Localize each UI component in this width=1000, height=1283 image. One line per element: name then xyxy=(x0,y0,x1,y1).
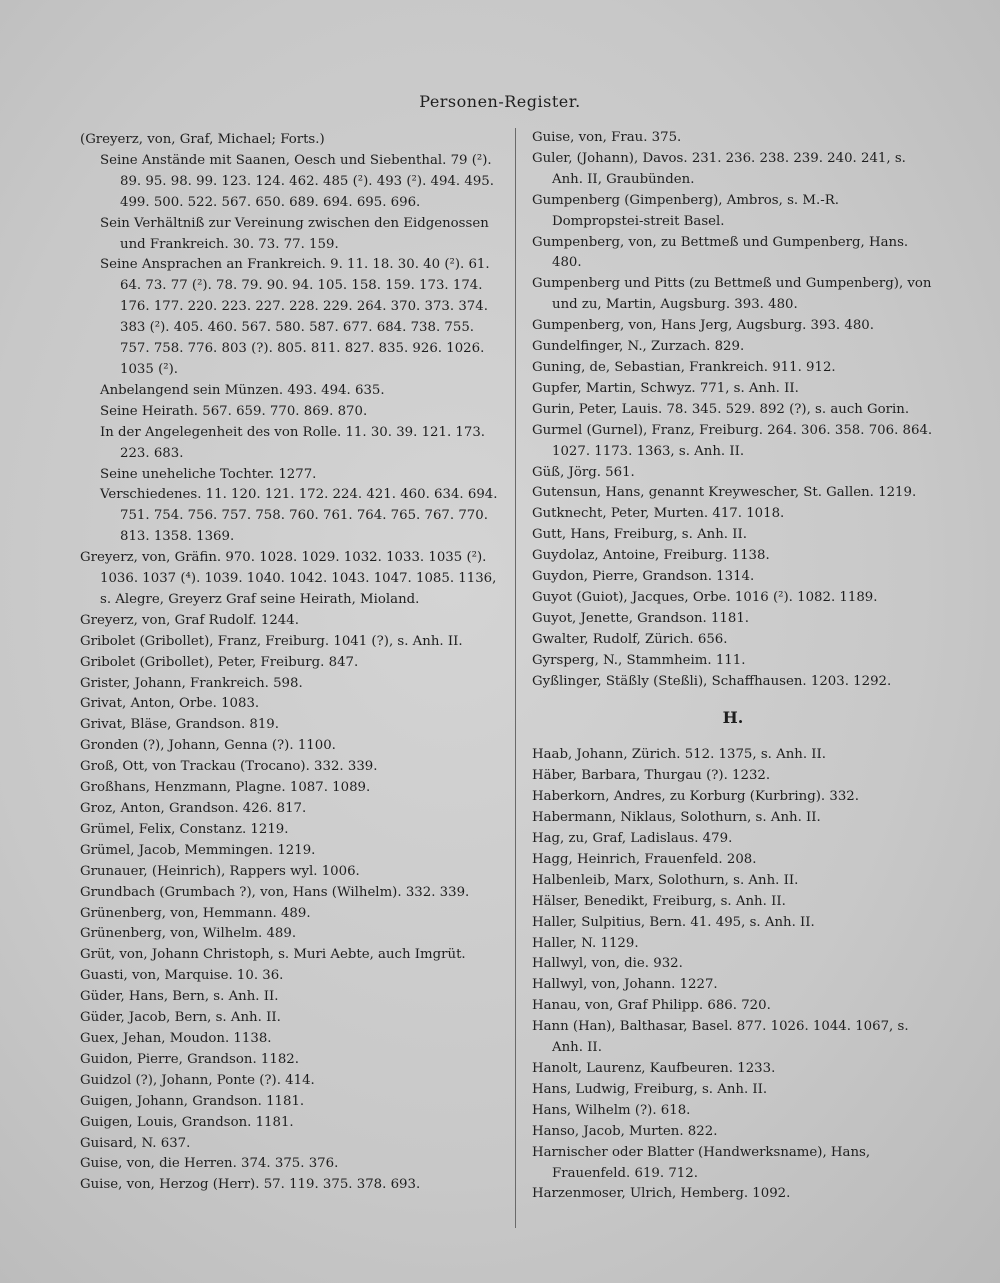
register-subentry: Verschiedenes. 11. 120. 121. 172. 224. 421. 460. 634. 694. 751. 754. 756. 757. 758. 760. 761. 764. 765. 767. 770. 813. 1358. 1369. xyxy=(100,487,498,545)
register-entry: Grümel, Jacob, Memmingen. 1219. xyxy=(80,842,316,858)
register-entry: Gumpenberg und Pitts (zu Bettmeß und Gumpenberg), von und zu, Martin, Augsburg. 393. 480. xyxy=(532,276,932,313)
section-letter: H. xyxy=(722,708,744,728)
register-entry: Gronden (?), Johann, Genna (?). 1100. xyxy=(80,738,336,754)
register-entry: Güder, Jacob, Bern, s. Anh. II. xyxy=(80,1010,281,1026)
right-column xyxy=(532,128,934,1205)
register-entry: Guyot (Guiot), Jacques, Orbe. 1016 (²). 1082. 1189. xyxy=(532,589,878,605)
register-entry: Güder, Hans, Bern, s. Anh. II. xyxy=(80,989,279,1005)
register-entry: Hans, Ludwig, Freiburg, s. Anh. II. xyxy=(532,1081,768,1097)
register-entry: Grunauer, (Heinrich), Rappers wyl. 1006. xyxy=(80,863,360,879)
register-entry: Gwalter, Rudolf, Zürich. 656. xyxy=(532,631,728,647)
register-entry: Gupfer, Martin, Schwyz. 771, s. Anh. II. xyxy=(532,380,799,396)
register-entry: Gurmel (Gurnel), Franz, Freiburg. 264. 306. 358. 706. 864. 1027. 1173. 1363, s. Anh. II. xyxy=(532,422,933,459)
register-subentry: Seine Ansprachen an Frankreich. 9. 11. 18. 30. 40 (²). 61. 64. 73. 77 (²). 78. 79. 90. 94. 105. 158. 159. 173. 174. 176. 177. 220. 223. 227. 228. 229. 264. 370. 373. 374. 383 (²). 405. 460. 567. 580. 587. 677. 684. 738. 755. 757. 758. 776. 803 (?). 805. 811. 827. 835. 926. 1026. 1035 (²). xyxy=(100,257,490,377)
register-entry: Hallwyl, von, Johann. 1227. xyxy=(532,977,718,993)
register-entry: Guigen, Louis, Grandson. 1181. xyxy=(80,1114,294,1130)
register-subentry: Seine Anstände mit Saanen, Oesch und Siebenthal. 79 (²). 89. 95. 98. 99. 123. 124. 462. 485 (²). 493 (²). 494. 495. 499. 500. 522. 567. 650. 689. 694. 695. 696. xyxy=(100,152,494,210)
register-entry: Guning, de, Sebastian, Frankreich. 911. 912. xyxy=(532,359,836,375)
register-entry: Habermann, Niklaus, Solothurn, s. Anh. II. xyxy=(532,810,821,826)
register-subentry: Seine uneheliche Tochter. 1277. xyxy=(100,466,317,482)
register-entry: Gutknecht, Peter, Murten. 417. 1018. xyxy=(532,506,785,522)
register-entry: Haller, N. 1129. xyxy=(532,935,639,951)
register-entry: Harzenmoser, Ulrich, Hemberg. 1092. xyxy=(532,1186,791,1202)
register-entry: Guydolaz, Antoine, Freiburg. 1138. xyxy=(532,548,770,564)
register-entry: Gumpenberg (Gimpenberg), Ambros, s. M.-R. Dompropstei-streit Basel. xyxy=(532,192,839,229)
register-entry: Hann (Han), Balthasar, Basel. 877. 1026. 1044. 1067, s. Anh. II. xyxy=(532,1019,909,1056)
register-entry: Güß, Jörg. 561. xyxy=(532,464,635,480)
register-entry: Gumpenberg, von, zu Bettmeß und Gumpenberg, Hans. 480. xyxy=(532,234,909,271)
register-entry: Gribolet (Gribollet), Franz, Freiburg. 1041 (?), s. Anh. II. xyxy=(80,633,463,649)
register-entry: Guise, von, Herzog (Herr). 57. 119. 375. 378. 693. xyxy=(80,1177,421,1193)
register-entry: Gumpenberg, von, Hans Jerg, Augsburg. 393. 480. xyxy=(532,318,874,334)
register-subentry: Anbelangend sein Münzen. 493. 494. 635. xyxy=(100,382,385,398)
register-entry: Guydon, Pierre, Grandson. 1314. xyxy=(532,569,755,585)
register-entry: Hans, Wilhelm (?). 618. xyxy=(532,1102,691,1118)
register-entry: Hanolt, Laurenz, Kaufbeuren. 1233. xyxy=(532,1060,776,1076)
register-entry: Gyrsperg, N., Stammheim. 111. xyxy=(532,652,746,668)
register-entry: Gutt, Hans, Freiburg, s. Anh. II. xyxy=(532,527,747,543)
register-entry: Haller, Sulpitius, Bern. 41. 495, s. Anh. II. xyxy=(532,914,815,930)
register-entry: Grümel, Felix, Constanz. 1219. xyxy=(80,821,289,837)
page-header: Personen-Register. xyxy=(419,92,581,111)
register-entry: Häber, Barbara, Thurgau (?). 1232. xyxy=(532,768,771,784)
register-subentry: Sein Verhältniß zur Vereinung zwischen den Eidgenossen und Frankreich. 30. 73. 77. 159. xyxy=(100,215,489,252)
register-entry: Gutensun, Hans, genannt Kreywescher, St. Gallen. 1219. xyxy=(532,485,917,501)
register-entry: Grünenberg, von, Hemmann. 489. xyxy=(80,905,311,921)
register-entry: Guise, von, Frau. 375. xyxy=(532,130,682,145)
register-entry: Großhans, Henzmann, Plagne. 1087. 1089. xyxy=(80,780,371,796)
register-entry: Hanso, Jacob, Murten. 822. xyxy=(532,1123,718,1139)
register-entry: Groz, Anton, Grandson. 426. 817. xyxy=(80,801,307,816)
register-entry: Gurin, Peter, Lauis. 78. 345. 529. 892 (?), s. auch Gorin. xyxy=(532,401,910,417)
register-entry: Groß, Ott, von Trackau (Trocano). 332. 339. xyxy=(80,759,378,775)
register-entry: Hälser, Benedikt, Freiburg, s. Anh. II. xyxy=(532,893,786,909)
register-subentry: Seine Heirath. 567. 659. 770. 869. 870. xyxy=(100,403,368,419)
register-entry: Guigen, Johann, Grandson. 1181. xyxy=(80,1093,305,1109)
register-entry: Grüt, von, Johann Christoph, s. Muri Aebte, auch Imgrüt. xyxy=(80,947,466,963)
register-entry: Hanau, von, Graf Philipp. 686. 720. xyxy=(532,998,771,1014)
register-entry: Gyßlinger, Stäßly (Steßli), Schaffhausen. 1203. 1292. xyxy=(532,673,892,689)
register-entry: Gribolet (Gribollet), Peter, Freiburg. 847. xyxy=(80,654,359,670)
register-entry: Haberkorn, Andres, zu Korburg (Kurbring). 332. xyxy=(532,789,859,805)
register-entry: Guler, (Johann), Davos. 231. 236. 238. 239. 240. 241, s. Anh. II, Graubünden. xyxy=(532,150,906,187)
register-entry: Harnischer oder Blatter (Handwerksname), Hans, Frauenfeld. 619. 712. xyxy=(532,1144,871,1181)
register-entry: Grivat, Anton, Orbe. 1083. xyxy=(80,696,260,712)
register-entry: Guidon, Pierre, Grandson. 1182. xyxy=(80,1051,299,1067)
register-entry: Hagg, Heinrich, Frauenfeld. 208. xyxy=(532,851,757,867)
register-entry: Guyot, Jenette, Grandson. 1181. xyxy=(532,610,750,626)
register-entry: Guex, Jehan, Moudon. 1138. xyxy=(80,1030,272,1046)
register-entry: Haab, Johann, Zürich. 512. 1375, s. Anh. II. xyxy=(532,747,827,763)
register-entry: Greyerz, von, Graf Rudolf. 1244. xyxy=(80,612,299,628)
register-entry: Hag, zu, Graf, Ladislaus. 479. xyxy=(532,831,733,846)
register-entry: (Greyerz, von, Graf, Michael; Forts.) xyxy=(80,132,325,147)
register-entry: Hallwyl, von, die. 932. xyxy=(532,956,683,972)
register-entry: Greyerz, von, Gräfin. 970. 1028. 1029. 1032. 1033. 1035 (²). 1036. 1037 (⁴). 1039. 1040. 1042. 1043. 1047. 1085. 1136, s. Alegre, Greyerz Graf seine Heirath, Mioland. xyxy=(80,550,497,607)
register-entry: Gundelfinger, N., Zurzach. 829. xyxy=(532,339,745,355)
register-entry: Guasti, von, Marquise. 10. 36. xyxy=(80,968,284,984)
register-entry: Grundbach (Grumbach ?), von, Hans (Wilhelm). 332. 339. xyxy=(80,884,470,900)
register-entry: Guidzol (?), Johann, Ponte (?). 414. xyxy=(80,1072,315,1088)
register-entry: Guisard, N. 637. xyxy=(80,1135,191,1151)
register-entry: Grister, Johann, Frankreich. 598. xyxy=(80,675,303,691)
column-divider xyxy=(515,128,516,1228)
register-entry: Guise, von, die Herren. 374. 375. 376. xyxy=(80,1156,339,1172)
register-entry: Grivat, Bläse, Grandson. 819. xyxy=(80,717,279,733)
left-column xyxy=(80,130,502,1196)
register-entry: Grünenberg, von, Wilhelm. 489. xyxy=(80,926,297,942)
register-entry: Halbenleib, Marx, Solothurn, s. Anh. II. xyxy=(532,872,799,888)
register-subentry: In der Angelegenheit des von Rolle. 11. 30. 39. 121. 173. 223. 683. xyxy=(100,424,486,461)
